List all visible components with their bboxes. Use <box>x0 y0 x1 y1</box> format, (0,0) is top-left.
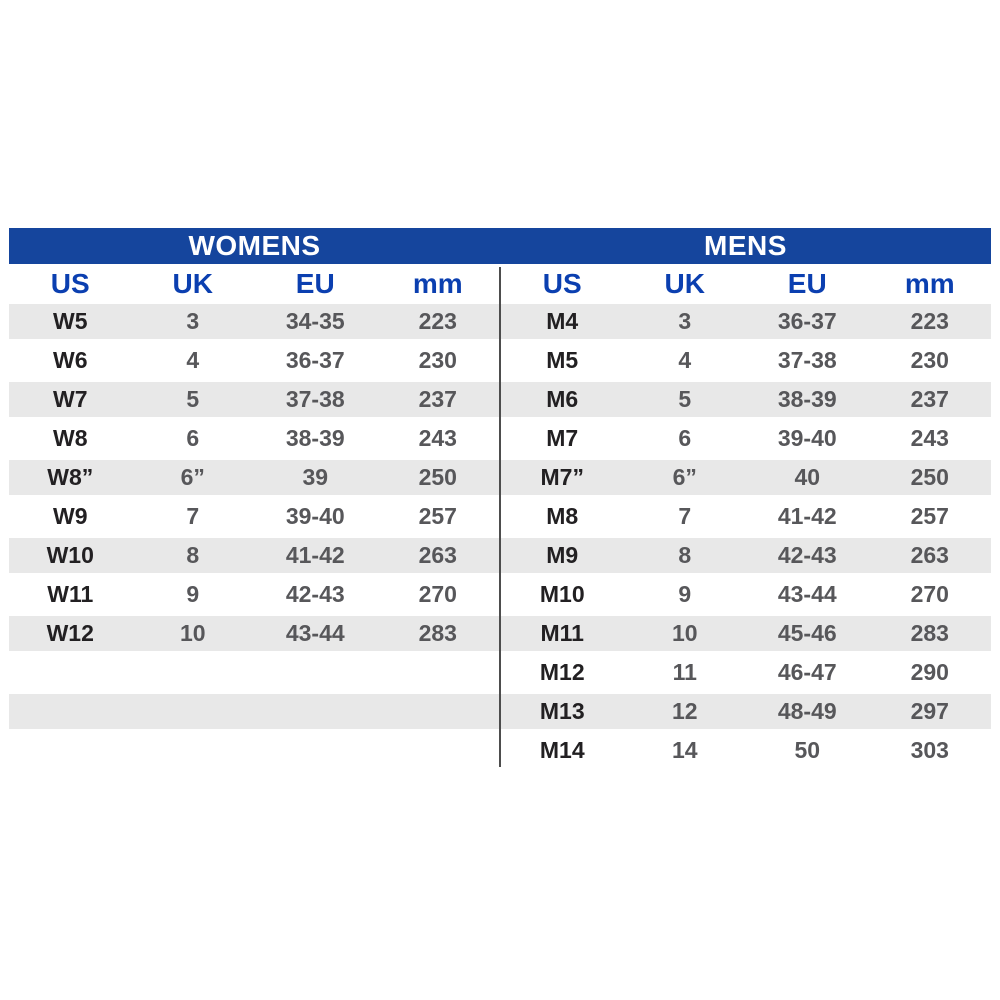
column-header-uk: UK <box>664 268 705 299</box>
size-value-cell: 37-38 <box>285 386 345 412</box>
size-value-cell: 39-40 <box>777 425 837 451</box>
table-row <box>9 421 499 456</box>
table-row <box>9 733 499 768</box>
size-value-cell: 3 <box>186 308 200 334</box>
table-row <box>501 343 991 378</box>
column-header-eu: EU <box>295 268 335 299</box>
size-value-cell: 243 <box>910 425 949 451</box>
us-size-cell: M12 <box>539 659 585 685</box>
us-size-cell: M9 <box>546 542 579 568</box>
size-value-cell: 42-43 <box>777 542 837 568</box>
column-header-us: US <box>50 268 90 299</box>
size-value-cell: 8 <box>678 542 692 568</box>
us-size-cell: M14 <box>539 737 585 763</box>
size-value-cell: 250 <box>418 464 457 490</box>
size-value-cell: 43-44 <box>285 620 345 646</box>
size-value-cell: 3 <box>678 308 692 334</box>
table-row <box>501 304 991 339</box>
table-row <box>9 304 499 339</box>
size-value-cell: 14 <box>671 737 698 763</box>
size-value-cell: 243 <box>418 425 457 451</box>
size-value-cell: 48-49 <box>777 698 837 724</box>
table-row <box>9 655 499 690</box>
tables-area <box>9 264 991 772</box>
size-value-cell: 41-42 <box>777 503 837 529</box>
us-size-cell: M6 <box>546 386 579 412</box>
table-row <box>501 616 991 651</box>
mens-column-header-row <box>501 264 991 304</box>
table-row <box>9 616 499 651</box>
size-value-cell: 34-35 <box>285 308 345 334</box>
size-value-cell: 45-46 <box>777 620 837 646</box>
size-value-cell: 303 <box>910 737 949 763</box>
size-value-cell: 6 <box>186 425 200 451</box>
size-value-cell: 290 <box>910 659 949 685</box>
size-value-cell: 43-44 <box>777 581 837 607</box>
size-value-cell: 41-42 <box>285 542 345 568</box>
size-value-cell: 8 <box>186 542 200 568</box>
size-value-cell: 37-38 <box>777 347 837 373</box>
us-size-cell: W11 <box>47 581 94 607</box>
size-value-cell: 46-47 <box>777 659 837 685</box>
size-value-cell: 6” <box>672 464 697 490</box>
table-title-band <box>9 228 991 264</box>
table-row <box>501 694 991 729</box>
size-value-cell: 9 <box>186 581 200 607</box>
size-value-cell: 223 <box>910 308 949 334</box>
size-value-cell: 4 <box>678 347 692 373</box>
size-value-cell: 250 <box>910 464 949 490</box>
size-value-cell: 42-43 <box>285 581 345 607</box>
us-size-cell: M11 <box>540 620 584 646</box>
size-value-cell: 230 <box>910 347 949 373</box>
table-row <box>501 382 991 417</box>
size-value-cell: 283 <box>910 620 949 646</box>
size-value-cell: 40 <box>794 464 821 490</box>
table-row <box>501 538 991 573</box>
size-value-cell: 263 <box>418 542 457 568</box>
size-value-cell: 4 <box>186 347 200 373</box>
table-row <box>501 733 991 768</box>
size-value-cell: 39 <box>302 464 329 490</box>
womens-table <box>9 264 499 772</box>
size-value-cell: 257 <box>418 503 457 529</box>
us-size-cell: W12 <box>46 620 94 646</box>
column-header-us: US <box>542 268 582 299</box>
size-value-cell: 10 <box>179 620 206 646</box>
table-row <box>9 694 499 729</box>
column-header-uk: UK <box>172 268 213 299</box>
size-value-cell: 36-37 <box>777 308 837 334</box>
size-value-cell: 5 <box>186 386 200 412</box>
size-value-cell: 263 <box>910 542 949 568</box>
column-header-mm: mm <box>412 268 463 299</box>
size-value-cell: 5 <box>678 386 692 412</box>
mens-table <box>501 264 991 772</box>
size-value-cell: 297 <box>910 698 949 724</box>
size-value-cell: 6 <box>678 425 692 451</box>
size-value-cell: 283 <box>418 620 457 646</box>
table-row <box>501 499 991 534</box>
us-size-cell: W6 <box>53 347 88 373</box>
table-row <box>501 421 991 456</box>
size-value-cell: 237 <box>910 386 949 412</box>
womens-table-title: WOMENS <box>188 230 321 261</box>
size-value-cell: 270 <box>418 581 457 607</box>
us-size-cell: W9 <box>53 503 88 529</box>
table-row <box>501 577 991 612</box>
table-row <box>9 538 499 573</box>
size-value-cell: 230 <box>418 347 457 373</box>
table-row <box>9 577 499 612</box>
us-size-cell: M4 <box>546 308 579 334</box>
womens-rows <box>9 304 499 768</box>
size-value-cell: 11 <box>672 659 697 685</box>
size-value-cell: 10 <box>671 620 698 646</box>
table-row <box>501 655 991 690</box>
us-size-cell: W8 <box>53 425 88 451</box>
mens-rows <box>501 304 991 768</box>
size-value-cell: 257 <box>910 503 949 529</box>
size-value-cell: 270 <box>910 581 949 607</box>
size-value-cell: 7 <box>678 503 692 529</box>
us-size-cell: M13 <box>539 698 585 724</box>
table-row <box>9 460 499 495</box>
us-size-cell: M7 <box>546 425 579 451</box>
us-size-cell: W10 <box>46 542 94 568</box>
size-value-cell: 9 <box>678 581 692 607</box>
us-size-cell: W7 <box>53 386 88 412</box>
size-chart <box>9 228 991 772</box>
size-value-cell: 12 <box>671 698 698 724</box>
size-value-cell: 38-39 <box>777 386 837 412</box>
table-row <box>9 343 499 378</box>
size-value-cell: 36-37 <box>285 347 345 373</box>
us-size-cell: W8” <box>47 464 94 490</box>
us-size-cell: M5 <box>546 347 579 373</box>
size-value-cell: 6” <box>180 464 205 490</box>
table-row <box>501 460 991 495</box>
size-value-cell: 50 <box>794 737 821 763</box>
column-header-eu: EU <box>787 268 827 299</box>
size-value-cell: 7 <box>186 503 200 529</box>
us-size-cell: M7” <box>540 464 584 490</box>
table-row <box>9 382 499 417</box>
us-size-cell: W5 <box>53 308 88 334</box>
size-value-cell: 237 <box>418 386 457 412</box>
size-value-cell: 223 <box>418 308 457 334</box>
womens-column-header-row <box>9 264 499 304</box>
mens-table-title: MENS <box>704 230 787 261</box>
size-value-cell: 39-40 <box>285 503 345 529</box>
size-value-cell: 38-39 <box>285 425 345 451</box>
us-size-cell: M8 <box>546 503 579 529</box>
column-header-mm: mm <box>904 268 955 299</box>
table-row <box>9 499 499 534</box>
us-size-cell: M10 <box>539 581 585 607</box>
